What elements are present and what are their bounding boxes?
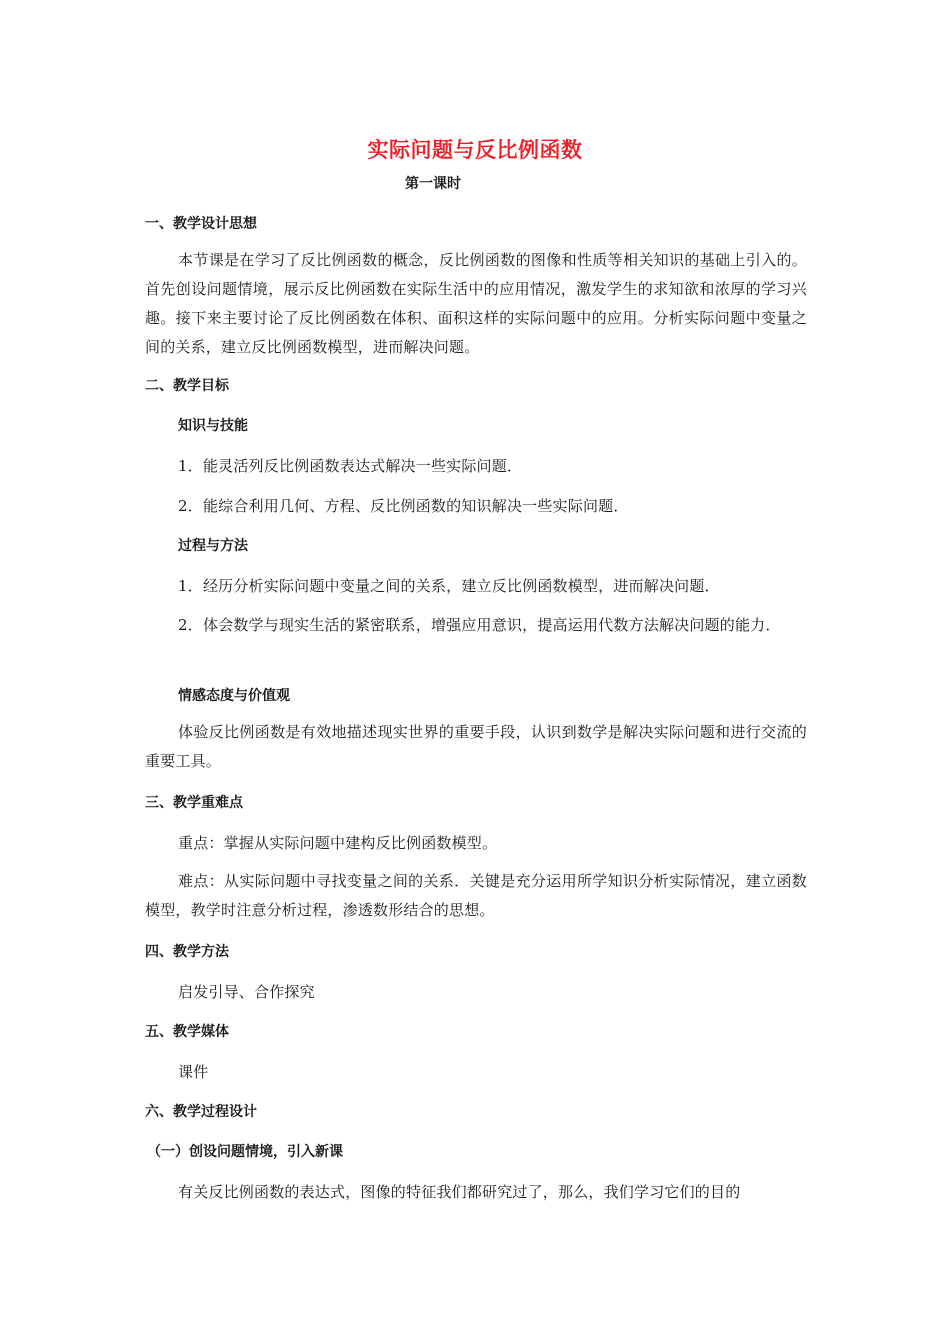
difficult-point-paragraph: 难点：从实际问题中寻找变量之间的关系．关键是充分运用所学知识分析实际情况，建立函数模型，教学时注意分析过程，渗透数形结合的思想。 [145, 872, 807, 919]
attitude-values-label: 情感态度与价值观 [178, 688, 290, 704]
knowledge-item-1: 1．能灵活列反比例函数表达式解决一些实际问题． [178, 457, 523, 475]
section-heading-5: 五、教学媒体 [145, 1024, 229, 1040]
key-point-text: 重点：掌握从实际问题中建构反比例函数模型。 [178, 834, 498, 852]
process-method-label: 过程与方法 [178, 538, 248, 554]
teaching-media-text: 课件 [178, 1063, 209, 1081]
section-1-paragraph: 本节课是在学习了反比例函数的概念，反比例函数的图像和性质等相关知识的基础上引入的。首先创设问题情境，展示反比例函数在实际生活中的应用情况，激发学生的求知欲和浓厚的学习兴趣。接下来主要讨论了反比例函数在体积、面积这样的实际问题中的应用。分析实际问题中变量之间的关系，建立反比例函数模型，进而解决问题。 [145, 251, 807, 356]
knowledge-item-2: 2．能综合利用几何、方程、反比例函数的知识解决一些实际问题． [178, 497, 629, 515]
attitude-paragraph: 体验反比例函数是有效地描述现实世界的重要手段，认识到数学是解决实际问题和进行交流的重要工具。 [145, 723, 807, 770]
section-heading-4: 四、教学方法 [145, 944, 229, 960]
teaching-method-text: 启发引导、合作探究 [178, 983, 315, 1001]
document-subtitle: 第一课时 [405, 176, 461, 192]
process-item-2: 2．体会数学与现实生活的紧密联系，增强应用意识，提高运用代数方法解决问题的能力． [178, 616, 781, 634]
process-subheading-1: （一）创设问题情境，引入新课 [147, 1144, 343, 1160]
knowledge-skills-label: 知识与技能 [178, 418, 248, 434]
document-title: 实际问题与反比例函数 [367, 138, 583, 162]
section-heading-6: 六、教学过程设计 [145, 1104, 257, 1120]
process-item-1: 1．经历分析实际问题中变量之间的关系，建立反比例函数模型，进而解决问题． [178, 577, 720, 595]
section-heading-3: 三、教学重难点 [145, 795, 243, 811]
process-paragraph-1: 有关反比例函数的表达式，图像的特征我们都研究过了，那么，我们学习它们的目的 [178, 1183, 741, 1201]
section-heading-2: 二、教学目标 [145, 378, 229, 394]
section-heading-1: 一、教学设计思想 [145, 216, 257, 232]
